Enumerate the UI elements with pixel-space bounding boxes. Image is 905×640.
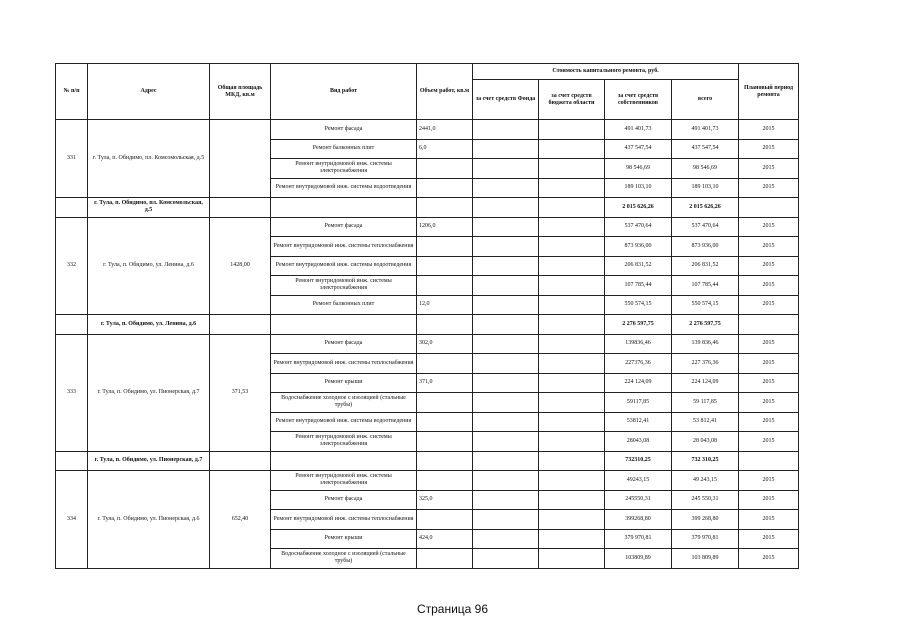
row-fund [473, 178, 539, 198]
subtotal-fund [473, 315, 539, 335]
row-regional [539, 139, 605, 159]
row-own: 189 103,10 [605, 178, 672, 198]
row-regional [539, 256, 605, 276]
subtotal-row [56, 451, 799, 471]
row-area: 652,40 [210, 471, 271, 569]
row-period: 2015 [739, 217, 799, 237]
subtotal-label: г. Тула, п. Обидимо, ул. Пионерская, д.7 [88, 451, 210, 471]
subtotal-label: г. Тула, п. Обидимо, пл. Комсомольская, д.5 [88, 198, 210, 218]
row-volume [417, 510, 473, 530]
row-work-type: Ремонт внутридомовой инж. системы электроснабжения [271, 471, 417, 491]
row-period: 2015 [739, 354, 799, 374]
header-volume: Объем работ, кв.м [417, 64, 473, 120]
row-own: 873 936,00 [605, 237, 672, 257]
row-regional [539, 471, 605, 491]
row-regional [539, 490, 605, 510]
subtotal-own: 732310,25 [605, 451, 672, 471]
row-total: 49 243,15 [672, 471, 739, 491]
row-period: 2015 [739, 237, 799, 257]
row-total: 28 043,08 [672, 432, 739, 452]
row-fund [473, 510, 539, 530]
subtotal-total: 2 015 626,26 [672, 198, 739, 218]
row-address: г. Тула, п. Обидимо, ул. Пионерская, д.6 [88, 471, 210, 569]
capital-repair-table [55, 63, 799, 569]
row-regional [539, 510, 605, 530]
row-fund [473, 549, 539, 569]
row-fund [473, 276, 539, 296]
row-own: 53812,41 [605, 412, 672, 432]
row-address: г. Тула, п. Обидимо, ул. Пионерская, д.7 [88, 334, 210, 451]
row-period: 2015 [739, 178, 799, 198]
row-number: 331 [56, 120, 88, 198]
row-fund [473, 393, 539, 413]
row-total: 206 831,52 [672, 256, 739, 276]
row-own: 491 401,73 [605, 120, 672, 140]
row-volume: 12,0 [417, 295, 473, 315]
row-address: г. Тула, п. Обидимо, ул. Ленина, д.6 [88, 217, 210, 315]
subtotal-label: г. Тула, п. Обидимо, ул. Ленина, д.6 [88, 315, 210, 335]
row-period: 2015 [739, 256, 799, 276]
row-period: 2015 [739, 490, 799, 510]
subtotal-work [271, 451, 417, 471]
row-regional [539, 529, 605, 549]
row-work-type: Ремонт внутридомовой инж. системы водоотведения [271, 256, 417, 276]
row-fund [473, 217, 539, 237]
header-period: Плановый период ремонта [739, 64, 799, 120]
table-row [56, 120, 799, 140]
row-own: 399268,80 [605, 510, 672, 530]
row-total: 139 836,46 [672, 334, 739, 354]
row-regional [539, 412, 605, 432]
subtotal-volume [417, 198, 473, 218]
row-work-type: Ремонт внутридомовой инж. системы электроснабжения [271, 432, 417, 452]
row-work-type: Водоснабжение холодное с изоляцией (стальные трубы) [271, 549, 417, 569]
subtotal-fund [473, 451, 539, 471]
subtotal-regional [539, 315, 605, 335]
header-regional: за счет средств бюджета области [539, 80, 605, 120]
header-cost-group: Стоимость капитального ремонта, руб. [473, 64, 739, 80]
row-own: 379 970,81 [605, 529, 672, 549]
row-volume [417, 354, 473, 374]
row-total: 550 574,15 [672, 295, 739, 315]
subtotal-total: 732 310,25 [672, 451, 739, 471]
row-own: 98 546,69 [605, 159, 672, 179]
row-fund [473, 237, 539, 257]
row-period: 2015 [739, 159, 799, 179]
row-volume: 302,0 [417, 334, 473, 354]
subtotal-row [56, 315, 799, 335]
subtotal-period [739, 451, 799, 471]
row-period: 2015 [739, 510, 799, 530]
row-regional [539, 120, 605, 140]
row-period: 2015 [739, 120, 799, 140]
row-volume: 371,0 [417, 373, 473, 393]
row-own: 206 831,52 [605, 256, 672, 276]
row-volume [417, 159, 473, 179]
row-work-type: Ремонт внутридомовой инж. системы водоотведения [271, 178, 417, 198]
row-work-type: Ремонт внутридомовой инж. системы электроснабжения [271, 159, 417, 179]
subtotal-total: 2 276 597,75 [672, 315, 739, 335]
row-volume [417, 471, 473, 491]
row-regional [539, 334, 605, 354]
row-fund [473, 432, 539, 452]
subtotal-num [56, 451, 88, 471]
row-regional [539, 217, 605, 237]
row-volume: 325,0 [417, 490, 473, 510]
row-period: 2015 [739, 549, 799, 569]
row-regional [539, 354, 605, 374]
row-address: г. Тула, п. Обидимо, пл. Комсомольская, д.5 [88, 120, 210, 198]
header-area: Общая площадь МКД, кв.м [210, 64, 271, 120]
row-total: 245 550,31 [672, 490, 739, 510]
subtotal-own: 2 015 626,26 [605, 198, 672, 218]
row-volume: 6,0 [417, 139, 473, 159]
row-own: 537 470,64 [605, 217, 672, 237]
row-volume [417, 432, 473, 452]
header-work-type: Вид работ [271, 64, 417, 120]
row-total: 103 809,89 [672, 549, 739, 569]
row-volume: 424,0 [417, 529, 473, 549]
row-fund [473, 412, 539, 432]
subtotal-num [56, 198, 88, 218]
row-regional [539, 393, 605, 413]
row-fund [473, 354, 539, 374]
row-fund [473, 295, 539, 315]
subtotal-area [210, 315, 271, 335]
row-regional [539, 432, 605, 452]
row-total: 537 470,64 [672, 217, 739, 237]
header-num: № п/п [56, 64, 88, 120]
row-volume [417, 412, 473, 432]
subtotal-own: 2 276 597,75 [605, 315, 672, 335]
subtotal-area [210, 198, 271, 218]
row-own: 245550,31 [605, 490, 672, 510]
subtotal-row [56, 198, 799, 218]
row-work-type: Ремонт внутридомовой инж. системы электроснабжения [271, 276, 417, 296]
row-work-type: Ремонт внутридомовой инж. системы водоотведения [271, 412, 417, 432]
subtotal-regional [539, 451, 605, 471]
row-work-type: Ремонт крыши [271, 529, 417, 549]
table-row [56, 217, 799, 237]
row-period: 2015 [739, 412, 799, 432]
header-fund: за счет средств Фонда [473, 80, 539, 120]
row-work-type: Ремонт фасада [271, 120, 417, 140]
header-total: всего [672, 80, 739, 120]
row-work-type: Водоснабжение холодное с изоляцией (стальные трубы) [271, 393, 417, 413]
row-period: 2015 [739, 393, 799, 413]
table-row [56, 334, 799, 354]
row-fund [473, 120, 539, 140]
row-period: 2015 [739, 373, 799, 393]
subtotal-volume [417, 315, 473, 335]
table-body [56, 120, 799, 569]
row-volume [417, 276, 473, 296]
row-number: 332 [56, 217, 88, 315]
row-total: 491 401,73 [672, 120, 739, 140]
row-own: 227376,36 [605, 354, 672, 374]
row-regional [539, 276, 605, 296]
row-volume [417, 256, 473, 276]
row-fund [473, 139, 539, 159]
row-total: 59 117,85 [672, 393, 739, 413]
subtotal-work [271, 198, 417, 218]
row-regional [539, 178, 605, 198]
subtotal-area [210, 451, 271, 471]
row-fund [473, 471, 539, 491]
row-volume: 2441,0 [417, 120, 473, 140]
table-row [56, 471, 799, 491]
row-regional [539, 549, 605, 569]
row-work-type: Ремонт крыши [271, 373, 417, 393]
subtotal-period [739, 198, 799, 218]
row-total: 98 546,69 [672, 159, 739, 179]
row-work-type: Ремонт фасада [271, 334, 417, 354]
row-total: 189 103,10 [672, 178, 739, 198]
row-area: 371,53 [210, 334, 271, 451]
subtotal-period [739, 315, 799, 335]
row-regional [539, 373, 605, 393]
page-footer: Страница 96 [416, 602, 489, 616]
row-volume: 1206,0 [417, 217, 473, 237]
row-regional [539, 237, 605, 257]
row-own: 59117,85 [605, 393, 672, 413]
row-work-type: Ремонт фасада [271, 490, 417, 510]
row-own: 224 124,09 [605, 373, 672, 393]
row-total: 107 785,44 [672, 276, 739, 296]
row-work-type: Ремонт балконных плит [271, 295, 417, 315]
row-period: 2015 [739, 276, 799, 296]
row-volume [417, 237, 473, 257]
row-number: 333 [56, 334, 88, 451]
row-fund [473, 256, 539, 276]
row-total: 437 547,54 [672, 139, 739, 159]
subtotal-num [56, 315, 88, 335]
row-area [210, 120, 271, 198]
row-total: 873 936,00 [672, 237, 739, 257]
row-total: 53 812,41 [672, 412, 739, 432]
row-total: 399 268,80 [672, 510, 739, 530]
subtotal-regional [539, 198, 605, 218]
row-fund [473, 490, 539, 510]
row-own: 28043,08 [605, 432, 672, 452]
row-total: 379 970,81 [672, 529, 739, 549]
header-address: Адрес [88, 64, 210, 120]
row-own: 107 785,44 [605, 276, 672, 296]
row-period: 2015 [739, 432, 799, 452]
row-total: 224 124,09 [672, 373, 739, 393]
row-period: 2015 [739, 334, 799, 354]
row-volume [417, 549, 473, 569]
row-volume [417, 393, 473, 413]
row-period: 2015 [739, 529, 799, 549]
row-fund [473, 373, 539, 393]
row-number: 334 [56, 471, 88, 569]
row-own: 437 547,54 [605, 139, 672, 159]
subtotal-fund [473, 198, 539, 218]
row-fund [473, 334, 539, 354]
row-work-type: Ремонт балконных плит [271, 139, 417, 159]
row-period: 2015 [739, 471, 799, 491]
row-period: 2015 [739, 295, 799, 315]
row-regional [539, 295, 605, 315]
row-work-type: Ремонт внутридомовой инж. системы теплоснабжения [271, 354, 417, 374]
row-fund [473, 529, 539, 549]
row-fund [473, 159, 539, 179]
row-volume [417, 178, 473, 198]
subtotal-work [271, 315, 417, 335]
row-own: 49243,15 [605, 471, 672, 491]
header-own: за счет средств собственников [605, 80, 672, 120]
row-area: 1428,00 [210, 217, 271, 315]
subtotal-volume [417, 451, 473, 471]
row-work-type: Ремонт внутридомовой инж. системы теплоснабжения [271, 510, 417, 530]
row-own: 139836,46 [605, 334, 672, 354]
row-work-type: Ремонт внутридомовой инж. системы теплоснабжения [271, 237, 417, 257]
row-period: 2015 [739, 139, 799, 159]
row-total: 227 376,36 [672, 354, 739, 374]
row-own: 103809,89 [605, 549, 672, 569]
row-own: 550 574,15 [605, 295, 672, 315]
row-regional [539, 159, 605, 179]
row-work-type: Ремонт фасада [271, 217, 417, 237]
